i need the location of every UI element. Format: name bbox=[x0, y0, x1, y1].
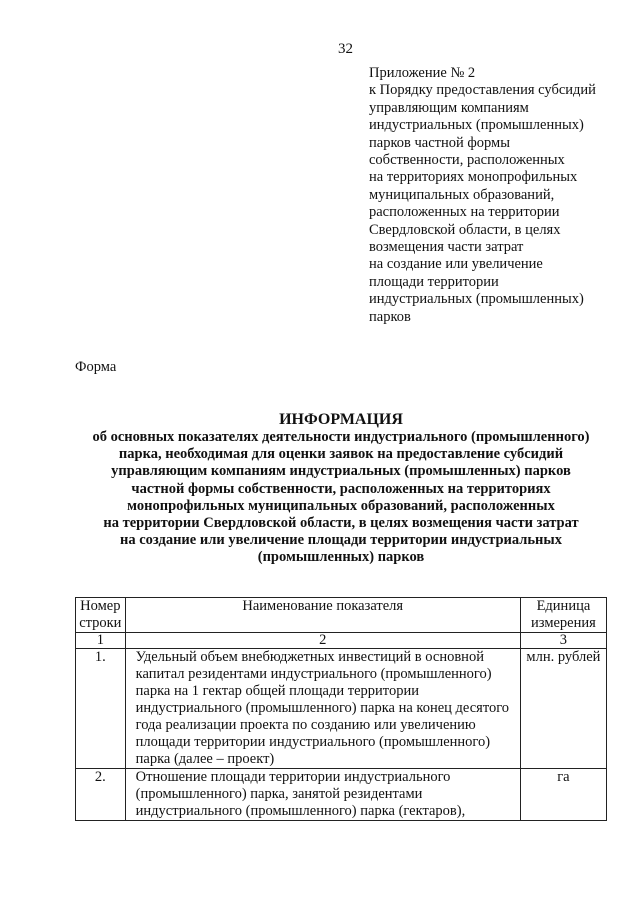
table-index-row bbox=[76, 633, 607, 649]
indicator-name bbox=[125, 769, 520, 821]
appendix-line: к Порядку предоставления субсидий bbox=[369, 82, 596, 99]
appendix-line: возмещения части затрат bbox=[369, 239, 524, 256]
table-row bbox=[76, 769, 607, 821]
appendix-line: парков частной формы bbox=[369, 134, 510, 151]
subtitle-line: парка, необходимая для оценки заявок на предоставление субсидий bbox=[118, 446, 564, 463]
document-subtitle bbox=[70, 429, 612, 567]
indicator-line: (промышленного) парка, занятой резидентами bbox=[135, 786, 423, 802]
subtitle-line: на территории Свердловской области, в целях возмещения части затрат bbox=[103, 515, 579, 532]
subtitle-line: частной формы собственности, расположенных на территориях bbox=[131, 480, 551, 497]
indicator-line: Отношение площади территории индустриального bbox=[135, 769, 451, 785]
appendix-line: Приложение № 2 bbox=[369, 65, 476, 81]
form-label: Форма bbox=[75, 359, 117, 375]
subtitle-line: на создание или увеличение площади территории индустриальных bbox=[120, 532, 562, 549]
unit-of-measure: га bbox=[520, 769, 606, 821]
indicator-line: индустриального (промышленного) парка на конец десятого bbox=[135, 700, 510, 716]
row-number: 1. bbox=[76, 649, 126, 769]
column-index: 1 bbox=[76, 633, 126, 649]
header-text: Единица bbox=[536, 598, 591, 614]
appendix-line: муниципальных образований, bbox=[369, 186, 555, 203]
table-row bbox=[76, 649, 607, 769]
header-unit bbox=[520, 598, 606, 633]
header-text: строки bbox=[79, 615, 122, 631]
indicator-line: парка (далее – проект) bbox=[135, 751, 275, 767]
header-text: Наименование показателя bbox=[242, 598, 404, 614]
indicators-table bbox=[75, 597, 607, 821]
subtitle-line: (промышленных) парков bbox=[257, 549, 425, 566]
header-text: Номер bbox=[80, 598, 121, 614]
appendix-line: на создание или увеличение bbox=[369, 256, 543, 273]
indicator-line: площади территории индустриального (промышленного) bbox=[135, 734, 491, 750]
appendix-line: индустриальных (промышленных) bbox=[369, 117, 584, 134]
appendix-line: индустриальных (промышленных) bbox=[369, 291, 584, 308]
row-number: 2. bbox=[76, 769, 126, 821]
appendix-line: расположенных на территории bbox=[369, 204, 560, 221]
indicator-line: Удельный объем внебюджетных инвестиций в основной bbox=[135, 649, 484, 665]
subtitle-line: об основных показателях деятельности индустриального (промышленного) bbox=[92, 429, 590, 445]
column-index: 3 bbox=[520, 633, 606, 649]
page-number: 32 bbox=[338, 41, 353, 57]
header-row-number bbox=[76, 598, 126, 633]
appendix-line: Свердловской области, в целях bbox=[369, 221, 561, 238]
header-indicator-name bbox=[125, 598, 520, 633]
indicator-line: индустриального (промышленного) парка (гектаров), bbox=[135, 803, 466, 819]
appendix-line: парков bbox=[369, 308, 411, 325]
document-title: ИНФОРМАЦИЯ bbox=[279, 411, 403, 428]
header-text: измерения bbox=[531, 615, 596, 631]
appendix-line: собственности, расположенных bbox=[369, 152, 565, 169]
indicator-name bbox=[125, 649, 520, 769]
table-header-row bbox=[76, 598, 607, 633]
appendix-line: на территориях монопрофильных bbox=[369, 169, 578, 186]
indicator-line: парка на 1 гектар общей площади территории bbox=[135, 683, 419, 699]
subtitle-line: монопрофильных муниципальных образований, расположенных bbox=[127, 497, 555, 514]
indicator-line: года реализации проекта по созданию или увеличению bbox=[135, 717, 476, 733]
unit-of-measure: млн. рублей bbox=[520, 649, 606, 769]
appendix-line: управляющим компаниям bbox=[369, 99, 529, 116]
column-index: 2 bbox=[125, 633, 520, 649]
indicator-line: капитал резидентами индустриального (промышленного) bbox=[135, 666, 492, 682]
subtitle-line: управляющим компаниям индустриальных (промышленных) парков bbox=[111, 463, 571, 480]
appendix-line: площади территории bbox=[369, 273, 499, 290]
appendix-block bbox=[369, 65, 631, 326]
